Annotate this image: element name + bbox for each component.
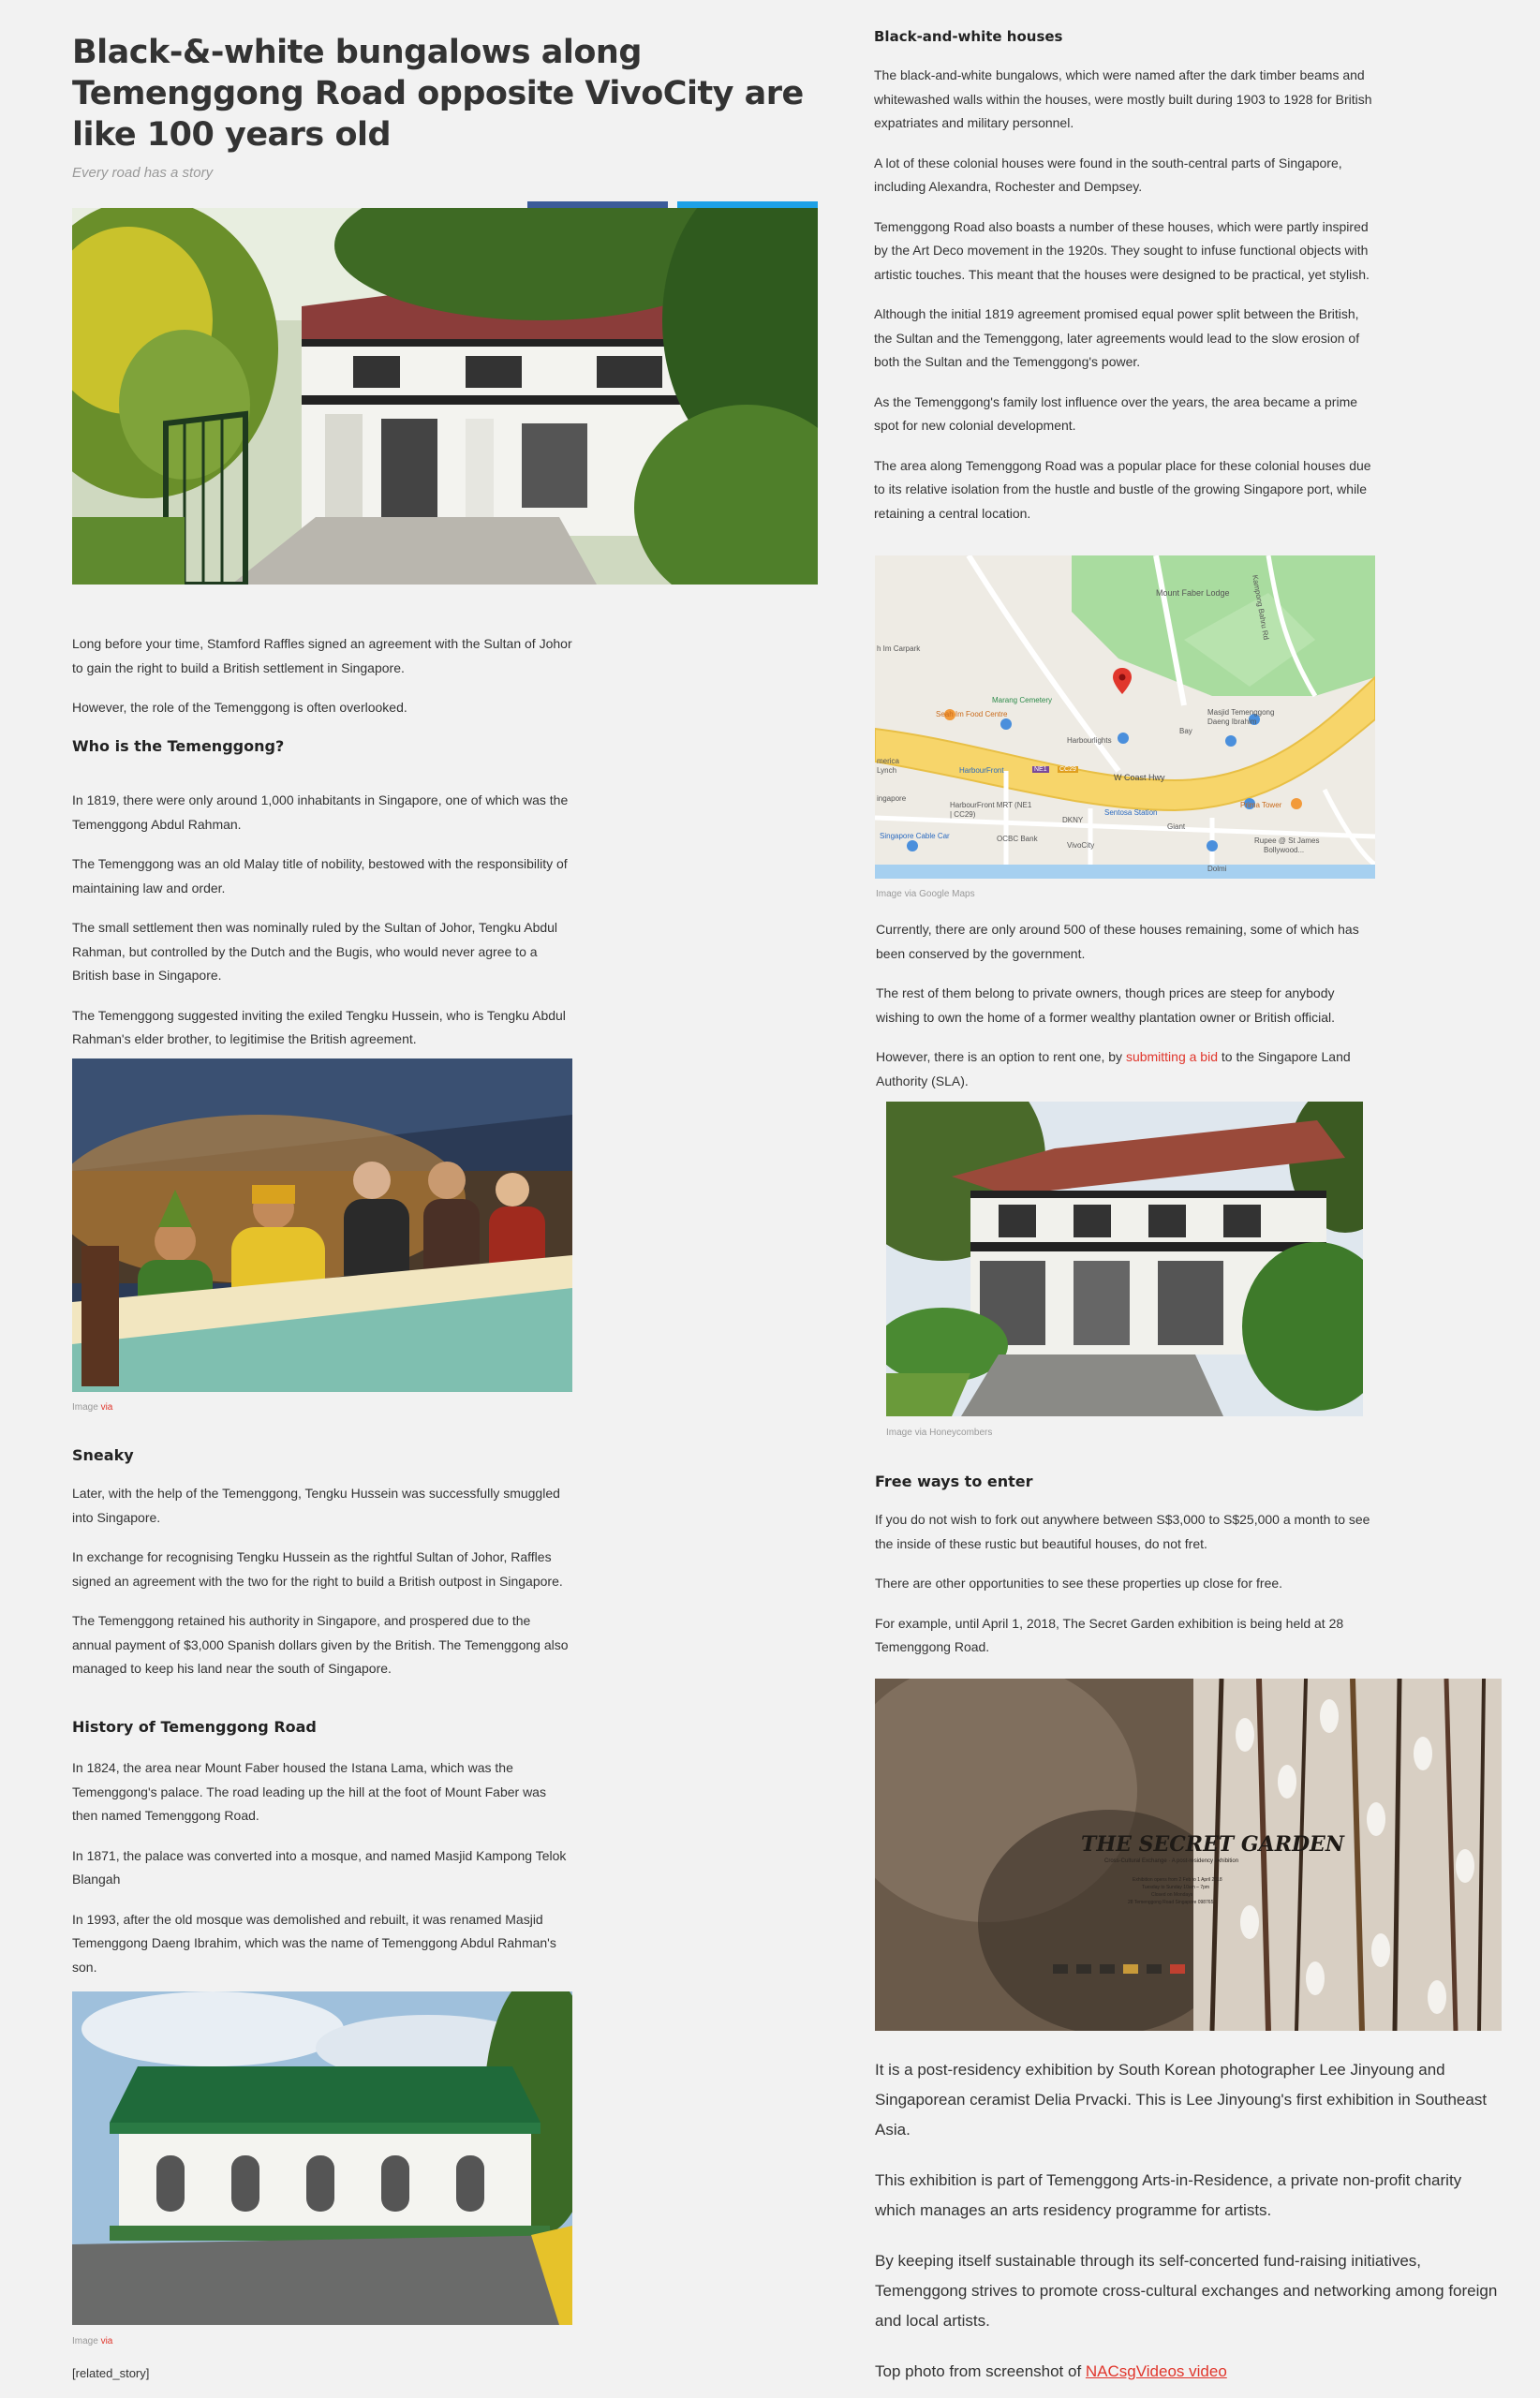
- exhibit-section: [875, 2055, 1502, 2387]
- bungalow-photo: [886, 1102, 1363, 1416]
- paragraph: In 1871, the palace was converted into a mosque, and named Masjid Kampong Telok Blangah: [72, 1847, 567, 1887]
- paragraph: In 1819, there were only around 1,000 inhabitants in Singapore, one of which was the Temenggong Abdul Rahman.: [72, 792, 569, 832]
- paragraph: The rest of them belong to private owners, though prices are steep for anybody wishing to own the home of a former wealthy plantation owner or British official.: [876, 985, 1335, 1025]
- image-caption: Image via Honeycombers: [886, 1428, 993, 1438]
- map-label: DKNY: [1062, 816, 1084, 824]
- map-label: VivoCity: [1067, 841, 1095, 850]
- sneaky-section: [72, 1482, 572, 1681]
- map-label: Dolmi: [1207, 865, 1227, 873]
- paragraph: The black-and-white bungalows, which were named after the dark timber beams and whitewashed walls within the houses, were mostly built during 1903 to 1928 for British expatriates and military personnel.: [874, 67, 1372, 130]
- paragraph: If you do not wish to fork out anywhere between S$3,000 to S$25,000 a month to see the inside of these rustic but beautiful houses, do not fret.: [875, 1512, 1370, 1551]
- map-label: NE1: [1034, 766, 1047, 773]
- paragraph: It is a post-residency exhibition by South Korean photographer Lee Jinyoung and Singaporean ceramist Delia Prvacki. This is Lee Jinyoung's first exhibition in Southeast Asia.: [875, 2061, 1488, 2139]
- map-label: HarbourFront: [959, 766, 1004, 775]
- map-label: Lynch: [877, 766, 897, 775]
- poster-line: 28 Temenggong Road Singapore 098765: [1128, 1900, 1214, 1905]
- paragraph: A lot of these colonial houses were found in the south-central parts of Singapore, including Alexandra, Rochester and Dempsey.: [874, 155, 1342, 194]
- map-label: CC29: [1059, 766, 1076, 773]
- paragraph: The Temenggong suggested inviting the exiled Tengku Hussein, who is Tengku Abdul Rahman's elder brother, to legitimise the British agreement.: [72, 1007, 566, 1046]
- heading-free-ways: Free ways to enter: [875, 1473, 1033, 1490]
- map-label: Masjid Temenggong Daeng Ibrahim: [1207, 708, 1275, 726]
- map-label: h Im Carpark: [877, 644, 921, 653]
- caption-text: Image: [72, 1402, 101, 1413]
- now-section: [876, 918, 1382, 1093]
- paragraph: [875, 2357, 1502, 2387]
- paragraph: The Temenggong was an old Malay title of nobility, bestowed with the responsibility of maintaining law and order.: [72, 856, 568, 896]
- map-label: Singapore Cable Car: [880, 832, 950, 840]
- poster-title: THE SECRET GARDEN: [1081, 1832, 1344, 1857]
- map-label: Seah Im Food Centre: [936, 710, 1008, 718]
- related-story-placeholder: [related_story]: [72, 2366, 150, 2380]
- image-caption: [72, 2336, 112, 2346]
- image-caption: [72, 1402, 112, 1413]
- google-map[interactable]: [875, 555, 1375, 879]
- paragraph: Long before your time, Stamford Raffles signed an agreement with the Sultan of Johor to gain the right to build a British settlement in Singapore.: [72, 636, 572, 675]
- paragraph: The small settlement then was nominally ruled by the Sultan of Johor, Tengku Abdul Rahman, but controlled by the Dutch and the Bugis, who would never agree to a British base in Singapore.: [72, 920, 558, 983]
- history-section: [72, 1756, 572, 1979]
- paragraph: There are other opportunities to see these properties up close for free.: [875, 1576, 1283, 1591]
- paragraph: In 1824, the area near Mount Faber housed the Istana Lama, which was the Temenggong's palace. The road leading up the hill at the foot of Mount Faber was then named Temenggong Road.: [72, 1760, 546, 1823]
- map-label: Mount Faber Lodge: [1156, 588, 1230, 598]
- submitting-a-bid-link[interactable]: submitting a bid: [1125, 1049, 1218, 1064]
- paragraph: In exchange for recognising Tengku Hussein as the rightful Sultan of Johor, Raffles signed an agreement with the two for the right to build a British outpost in Singapore.: [72, 1549, 563, 1589]
- map-label: ingapore: [877, 794, 907, 803]
- map-label: Rupee @ St James: [1254, 836, 1320, 845]
- left-column: [72, 0, 818, 235]
- map-label: Harbourlights: [1067, 736, 1112, 745]
- map-label: W Coast Hwy: [1114, 773, 1165, 782]
- paragraph: The Temenggong retained his authority in Singapore, and prospered due to the annual payment of $3,000 Spanish dollars given by the British. The Temenggong also managed to keep his land near the south of Singapore.: [72, 1613, 569, 1676]
- heading-sneaky: Sneaky: [72, 1446, 134, 1464]
- article-title: Black-&-white bungalows along Temenggong Road opposite VivoCity are like 100 years old: [72, 34, 804, 154]
- map-label: HarbourFront MRT (NE1 | CC29): [950, 801, 1032, 819]
- poster-line: Closed on Mondays: [1151, 1892, 1193, 1898]
- paragraph: Although the initial 1819 agreement promised equal power split between the British, the Sultan and the Temenggong, later agreements would lead to the slow erosion of both the Sultan and the Temenggong's power.: [874, 306, 1360, 369]
- paragraph: However, the role of the Temenggong is often overlooked.: [72, 700, 407, 715]
- secret-garden-poster: [875, 1679, 1502, 2031]
- map-label: Bay: [1179, 727, 1192, 735]
- mosque-photo: [72, 1991, 572, 2325]
- map-label: Kampong Bahru Rd: [1251, 574, 1271, 641]
- article-subtitle: Every road has a story: [72, 165, 214, 181]
- paragraph: Temenggong Road also boasts a number of these houses, which were partly inspired by the Art Deco movement in the 1920s. They sought to infuse functional objects with artistic touches. This meant that the houses were designed to be practical, yet stylish.: [874, 218, 1370, 282]
- rent-text: to the Singapore Land Authority (SLA).: [876, 1049, 1351, 1088]
- paragraph: Currently, there are only around 500 of these houses remaining, some of which has been conserved by the government.: [876, 922, 1359, 961]
- heading-history: History of Temenggong Road: [72, 1718, 317, 1736]
- bw-section: [874, 64, 1380, 525]
- paragraph: For example, until April 1, 2018, The Secret Garden exhibition is being held at 28 Temenggong Road.: [875, 1615, 1344, 1654]
- heading-who: Who is the Temenggong?: [72, 737, 285, 755]
- caption-source-link[interactable]: via: [100, 1402, 113, 1413]
- who-section: [72, 789, 572, 1052]
- caption-source-link[interactable]: via: [100, 2336, 113, 2346]
- map-label: Bollywood...: [1264, 846, 1305, 854]
- paragraph: Later, with the help of the Temenggong, Tengku Hussein was successfully smuggled into Singapore.: [72, 1486, 560, 1525]
- poster-line: Tuesday to Sunday 10am – 7pm: [1142, 1885, 1210, 1890]
- hero-photo: [72, 208, 818, 585]
- paragraph: As the Temenggong's family lost influence over the years, the area became a prime spot for new colonial development.: [874, 393, 1358, 433]
- intro-section: [72, 632, 572, 720]
- nacsg-video-link[interactable]: NACsgVideos video: [1085, 2362, 1227, 2380]
- paragraph: The area along Temenggong Road was a popular place for these colonial houses due to its relative isolation from the hustle and bustle of the growing Singapore port, while retaining a central location.: [874, 457, 1371, 521]
- map-label: Prima Tower: [1240, 801, 1282, 809]
- credit-text: Top photo from screenshot of: [875, 2362, 1086, 2380]
- paragraph: In 1993, after the old mosque was demolished and rebuilt, it was renamed Masjid Temenggong Daeng Ibrahim, which was the name of Temenggong Abdul Rahman's son.: [72, 1911, 556, 1975]
- map-label: Giant: [1167, 822, 1186, 831]
- rent-text: However, there is an option to rent one, by: [876, 1049, 1126, 1064]
- paragraph: This exhibition is part of Temenggong Arts-in-Residence, a private non-profit charity which manages an arts residency programme for artists.: [875, 2171, 1462, 2219]
- free-section: [875, 1508, 1381, 1660]
- poster-line: Exhibition opens from 2 Feb to 1 April 2018: [1133, 1877, 1222, 1883]
- map-label: Sentosa Station: [1104, 808, 1158, 817]
- map-label: merica: [877, 757, 900, 765]
- map-label: Marang Cemetery: [992, 696, 1053, 704]
- heading-black-and-white-houses: Black-and-white houses: [874, 28, 1063, 45]
- paragraph: [876, 1045, 1382, 1093]
- caption-text: Image: [72, 2336, 101, 2346]
- map-label: OCBC Bank: [997, 835, 1038, 843]
- poster-subtitle: Cross-Cultural Exchange · A post-residency exhibition: [1104, 1858, 1239, 1864]
- treaty-signing-photo: [72, 1058, 572, 1392]
- image-caption: Image via Google Maps: [876, 889, 975, 899]
- paragraph: By keeping itself sustainable through its self-concerted fund-raising initiatives, Temenggong strives to promote cross-cultural exchanges and networking among foreign and local artists.: [875, 2252, 1498, 2330]
